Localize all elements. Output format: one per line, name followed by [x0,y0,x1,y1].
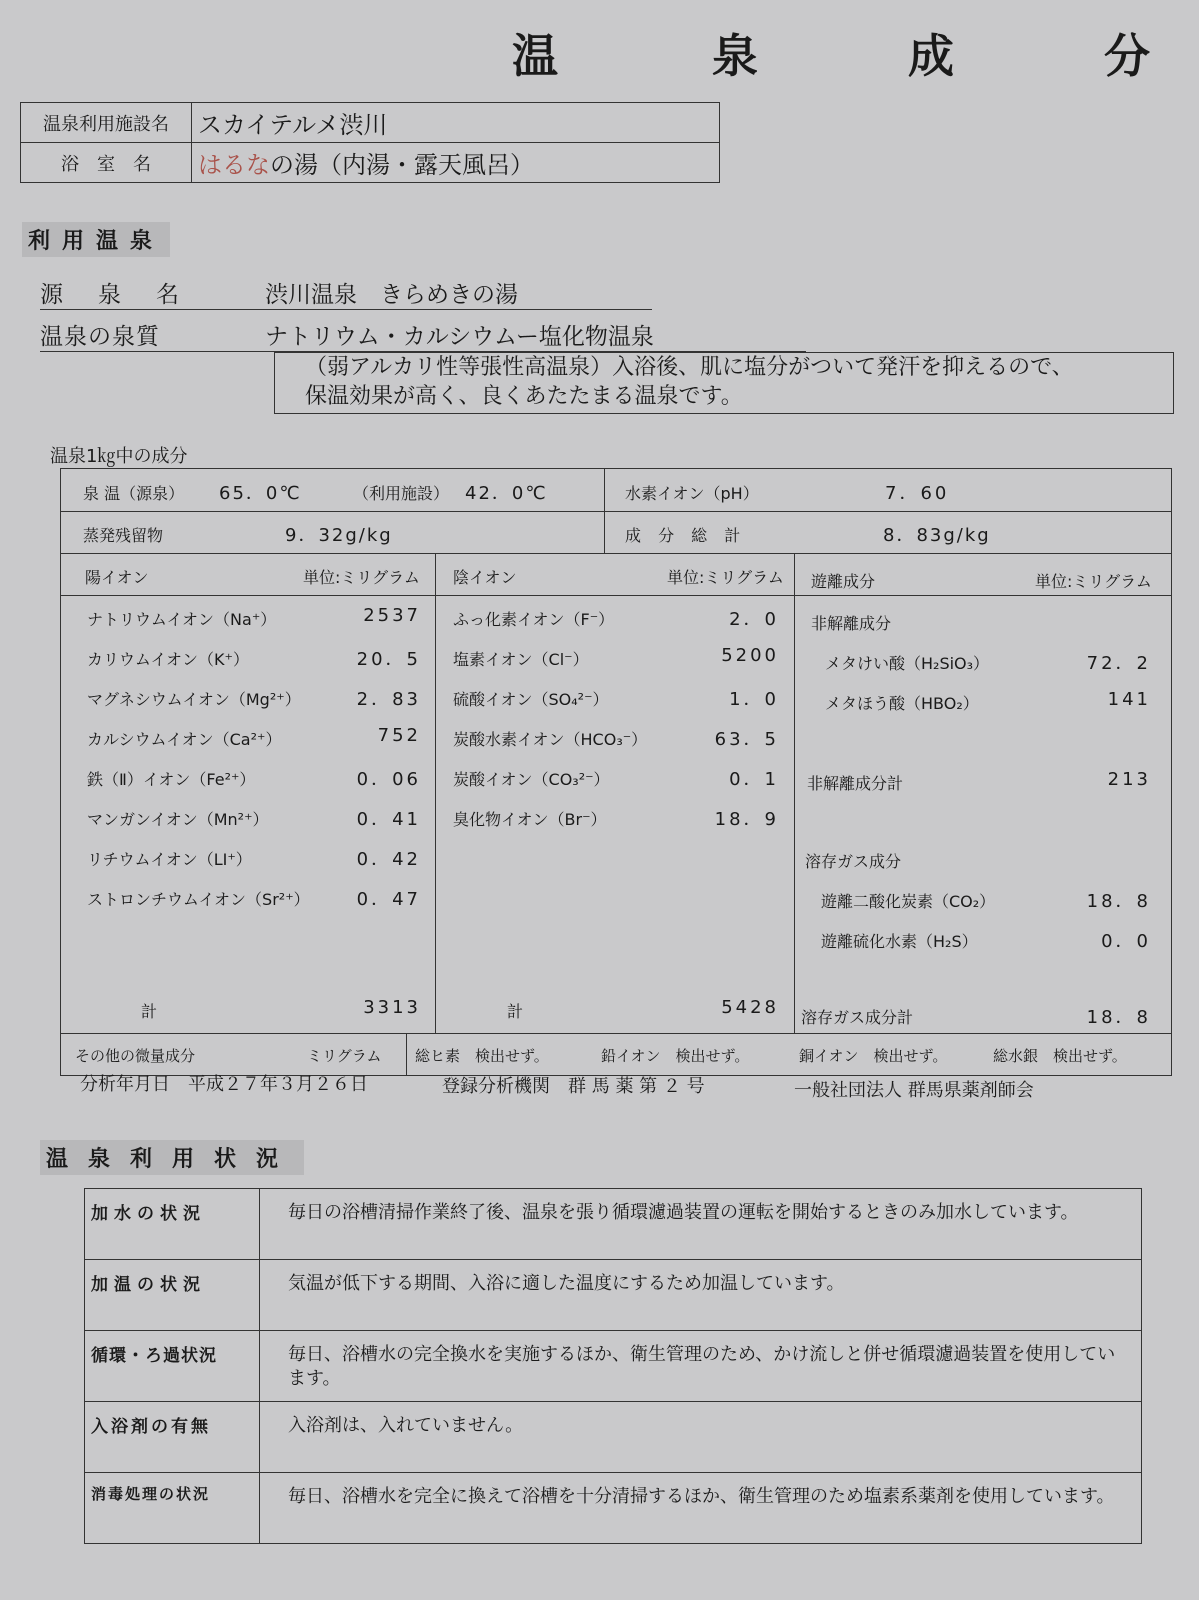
anion-value: 18．9 [714,809,779,830]
anion-name: ふっ化素イオン（F⁻） [453,610,615,629]
bathroom-name-accent: はるな [198,151,270,179]
facility-table [20,102,720,183]
components-table [60,468,1172,1076]
cation-name: カリウムイオン（K⁺） [87,650,249,669]
total-value: 8．83g/kg [883,525,991,546]
free-header: 遊離成分 [811,572,876,591]
facility-temp-value: 42．0℃ [465,483,548,504]
section-usage-heading: 温泉利用状況 [40,1140,304,1175]
usage-text: 毎日の浴槽清掃作業終了後、温泉を張り循環濾過装置の運転を開始するときのみ加水しています。 [260,1189,1142,1260]
temp-label: 泉 温（源泉） [83,484,185,503]
anion-value: 1．0 [729,689,779,710]
nondiss-total-value: 213 [1107,769,1151,790]
cation-value: 20．5 [356,649,421,670]
nondiss-name: メタほう酸（HBO₂） [825,694,979,713]
usage-table [84,1188,1142,1544]
gas-total-label: 溶存ガス成分計 [801,1008,914,1027]
cation-name: 鉄（Ⅱ）イオン（Fe²⁺） [87,770,256,789]
residue-label: 蒸発残留物 [83,526,164,545]
nondiss-name: メタけい酸（H₂SiO₃） [825,654,990,673]
title-char: 泉 [712,29,760,83]
analysis-org: 登録分析機関 群 馬 薬 第 ２ 号 [442,1076,705,1097]
nondiss-label: 非解離成分 [811,614,892,633]
total-label: 成 分 総 計 [625,526,747,545]
trace-unit: ミリグラム [307,1047,382,1065]
anion-value: 0．1 [729,769,779,790]
page-title [0,20,1199,83]
usage-text: 入浴剤は、入れていません。 [260,1402,1142,1473]
source-value: 渋川温泉 きらめきの湯 [265,282,518,308]
bathroom-name [192,143,720,183]
facility-temp-label: （利用施設） [353,484,450,503]
anion-total-value: 5428 [721,997,779,1018]
usage-label: 循環・ろ過状況 [85,1331,260,1402]
anion-unit: 単位:ミリグラム [667,568,784,587]
usage-label: 入浴剤の有無 [85,1402,260,1473]
gas-name: 遊離二酸化炭素（CO₂） [821,892,996,911]
cation-value: 0．47 [356,889,421,910]
quality-note [274,352,1174,414]
anion-value: 5200 [721,645,779,666]
gas-total-value: 18．8 [1086,1007,1151,1028]
usage-label: 加温の状況 [85,1260,260,1331]
cation-name: リチウムイオン（LI⁺） [87,850,252,869]
trace-item: 銅イオン 検出せず。 [799,1047,948,1065]
cation-value: 0．41 [356,809,421,830]
quality-row [40,318,806,352]
cation-name: マグネシウムイオン（Mg²⁺） [87,690,301,709]
note-line: 保温効果が高く、良くあたたまる温泉です。 [305,384,743,409]
nondiss-value: 141 [1107,689,1151,710]
anion-name: 硫酸イオン（SO₄²⁻） [453,690,609,709]
quality-value: ナトリウム・カルシウムー塩化物温泉 [265,324,654,350]
facility-name: スカイテルメ渋川 [192,103,720,143]
trace-label: その他の微量成分 [75,1047,196,1065]
title-char: 温 [512,29,560,83]
ph-value: 7．60 [885,483,950,504]
nondiss-value: 72．2 [1086,653,1151,674]
usage-text: 気温が低下する期間、入浴に適した温度にするため加温しています。 [260,1260,1142,1331]
trace-item: 総水銀 検出せず。 [993,1047,1127,1065]
cation-name: マンガンイオン（Mn²⁺） [87,810,269,829]
usage-label: 消毒処理の状況 [85,1473,260,1544]
usage-text: 毎日、浴槽水の完全換水を実施するほか、衛生管理のため、かけ流しと併せ循環濾過装置を使用しています。 [260,1331,1142,1402]
cation-unit: 単位:ミリグラム [303,568,420,587]
cation-value: 0．06 [356,769,421,790]
gas-value: 18．8 [1086,891,1151,912]
section-used-heading: 利用温泉 [22,222,170,257]
nondiss-total-label: 非解離成分計 [807,774,904,793]
cation-value: 2．83 [356,689,421,710]
usage-label: 加水の状況 [85,1189,260,1260]
anion-name: 塩素イオン（Cl⁻） [453,650,589,669]
anion-name: 炭酸イオン（CO₃²⁻） [453,770,610,789]
bathroom-label: 浴 室 名 [21,143,192,183]
cation-value: 2537 [363,605,421,626]
cation-name: カルシウムイオン（Ca²⁺） [87,730,282,749]
quality-label: 温泉の泉質 [40,324,160,350]
table-row [85,1473,1142,1544]
anion-name: 炭酸水素イオン（HCO₃⁻） [453,730,648,749]
anion-total-label: 計 [507,1002,524,1021]
ph-label: 水素イオン（pH） [625,484,759,503]
facility-label: 温泉利用施設名 [21,103,192,143]
table-row [85,1260,1142,1331]
cation-header: 陽イオン [85,568,149,587]
cation-name: ストロンチウムイオン（Sr²⁺） [87,890,310,909]
cation-total-label: 計 [141,1002,158,1021]
table-row [85,1402,1142,1473]
free-unit: 単位:ミリグラム [1035,572,1152,591]
source-row [40,276,652,310]
source-label: 源 泉 名 [40,282,185,308]
gas-value: 0．0 [1101,931,1151,952]
title-char: 分 [1104,29,1152,83]
anion-value: 2．0 [729,609,779,630]
trace-item: 総ヒ素 検出せず。 [415,1047,549,1065]
note-line: （弱アルカリ性等張性高温泉）入浴後、肌に塩分がついて発汗を抑えるので、 [305,355,1074,380]
cation-name: ナトリウムイオン（Na⁺） [87,610,277,629]
cation-value: 0．42 [356,849,421,870]
table-row [85,1189,1142,1260]
cation-value: 752 [377,725,421,746]
bathroom-name-rest: の湯（内湯・露天風呂） [270,151,534,179]
cation-total-value: 3313 [363,997,421,1018]
temp-value: 65．0℃ [219,483,302,504]
trace-item: 鉛イオン 検出せず。 [601,1047,750,1065]
usage-text: 毎日、浴槽水を完全に換えて浴槽を十分清掃するほか、衛生管理のため塩素系薬剤を使用しています。 [260,1473,1142,1544]
anion-name: 臭化物イオン（Br⁻） [453,810,607,829]
gas-name: 遊離硫化水素（H₂S） [821,932,978,951]
analysis-date: 分析年月日 平成２７年３月２６日 [80,1074,368,1095]
analysis-assoc: 一般社団法人 群馬県薬剤師会 [794,1080,1034,1101]
table-row [85,1331,1142,1402]
gas-label: 溶存ガス成分 [805,852,902,871]
residue-value: 9．32g/kg [285,525,393,546]
title-char: 成 [908,29,956,83]
anion-header: 陰イオン [453,568,517,587]
anion-value: 63．5 [714,729,779,750]
components-title: 温泉1㎏中の成分 [50,446,188,467]
